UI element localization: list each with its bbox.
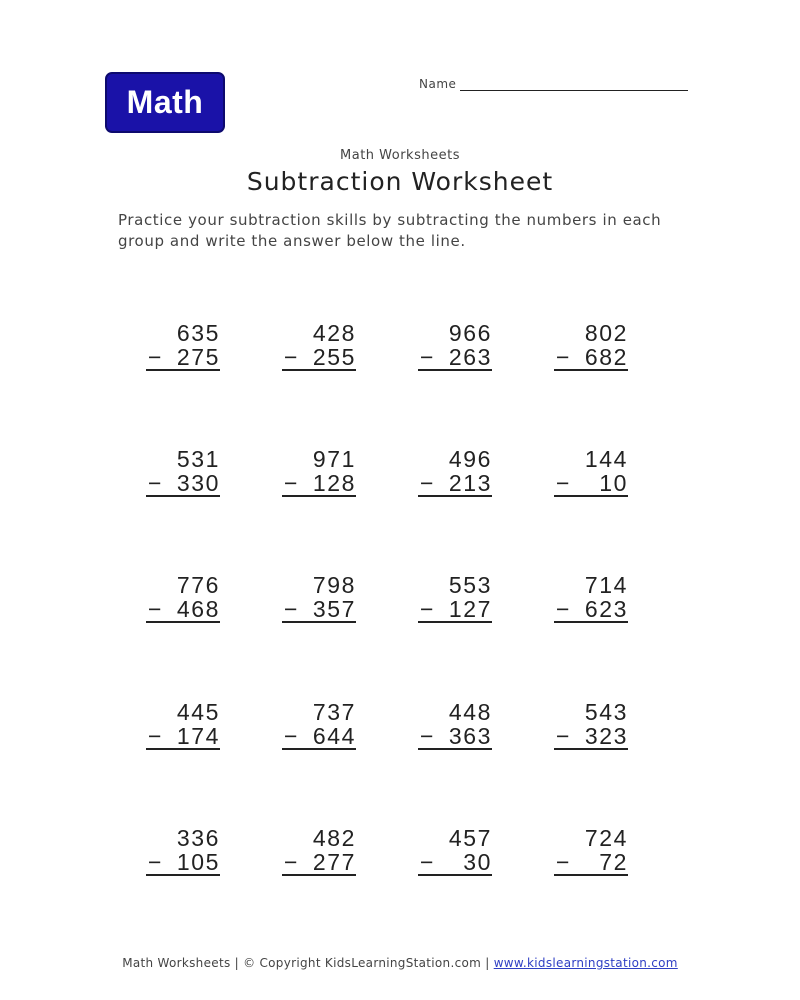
minus-sign: − xyxy=(284,470,300,496)
subtraction-problem xyxy=(554,447,628,497)
minus-sign: − xyxy=(148,723,164,749)
subtrahend: 30 xyxy=(463,849,492,875)
minus-sign: − xyxy=(420,596,436,622)
minuend: 448 xyxy=(448,699,492,725)
minus-sign: − xyxy=(556,344,572,370)
minus-sign: − xyxy=(284,849,300,875)
subtrahend-row xyxy=(282,850,356,876)
minuend: 543 xyxy=(584,699,628,725)
minus-sign: − xyxy=(420,723,436,749)
minuend: 635 xyxy=(176,320,220,346)
page-title: Subtraction Worksheet xyxy=(246,167,554,196)
subtraction-problem xyxy=(554,321,628,371)
subtrahend: 263 xyxy=(448,344,492,370)
subtraction-problem xyxy=(282,826,356,876)
subtrahend-row xyxy=(146,597,220,623)
subtrahend-row xyxy=(282,597,356,623)
subtrahend-row xyxy=(418,345,492,371)
minuend: 336 xyxy=(176,825,220,851)
subtraction-problem xyxy=(146,826,220,876)
subtrahend: 105 xyxy=(176,849,220,875)
minus-sign: − xyxy=(148,470,164,496)
footer xyxy=(0,956,800,970)
minus-sign: − xyxy=(148,344,164,370)
subtraction-problem xyxy=(282,321,356,371)
subtraction-problem xyxy=(146,573,220,623)
subtrahend: 10 xyxy=(599,470,628,496)
subtrahend-row xyxy=(554,850,628,876)
subtrahend-row xyxy=(418,597,492,623)
subtrahend: 644 xyxy=(312,723,356,749)
minus-sign: − xyxy=(556,470,572,496)
instructions: Practice your subtraction skills by subtracting the numbers in each group and write the answer below the line. xyxy=(118,211,662,250)
subtraction-problem xyxy=(418,321,492,371)
name-field xyxy=(419,76,688,91)
minus-sign: − xyxy=(284,344,300,370)
subtrahend-row xyxy=(146,471,220,497)
subtrahend: 72 xyxy=(599,849,628,875)
minus-sign: − xyxy=(420,344,436,370)
subtrahend-row xyxy=(554,471,628,497)
subtraction-problem xyxy=(554,573,628,623)
minus-sign: − xyxy=(148,596,164,622)
subtrahend: 275 xyxy=(176,344,220,370)
minuend: 971 xyxy=(312,446,356,472)
minus-sign: − xyxy=(284,723,300,749)
minus-sign: − xyxy=(556,596,572,622)
minus-sign: − xyxy=(284,596,300,622)
subtrahend: 682 xyxy=(584,344,628,370)
minuend: 553 xyxy=(448,572,492,598)
subtraction-problem xyxy=(418,447,492,497)
subtrahend: 277 xyxy=(312,849,356,875)
subtrahend-row xyxy=(418,850,492,876)
subtrahend: 127 xyxy=(448,596,492,622)
subtraction-problem xyxy=(418,700,492,750)
minuend: 798 xyxy=(312,572,356,598)
minuend: 445 xyxy=(176,699,220,725)
subtrahend-row xyxy=(554,597,628,623)
subtraction-problem xyxy=(282,447,356,497)
subtraction-problem xyxy=(554,826,628,876)
subtrahend: 468 xyxy=(176,596,220,622)
subtrahend: 255 xyxy=(312,344,356,370)
subtraction-problem xyxy=(282,700,356,750)
subtraction-problem xyxy=(146,321,220,371)
minus-sign: − xyxy=(420,849,436,875)
minuend: 737 xyxy=(312,699,356,725)
name-line[interactable] xyxy=(460,76,688,91)
subtrahend-row xyxy=(418,724,492,750)
minus-sign: − xyxy=(420,470,436,496)
minuend: 457 xyxy=(448,825,492,851)
subtrahend-row xyxy=(282,345,356,371)
subtrahend: 174 xyxy=(176,723,220,749)
subtraction-problem xyxy=(554,700,628,750)
minuend: 802 xyxy=(584,320,628,346)
worksheet-kicker: Math Worksheets xyxy=(340,148,460,163)
minuend: 966 xyxy=(448,320,492,346)
minuend: 724 xyxy=(584,825,628,851)
minus-sign: − xyxy=(556,849,572,875)
math-logo xyxy=(105,72,225,133)
subtrahend-row xyxy=(554,724,628,750)
subtrahend-row xyxy=(418,471,492,497)
subtrahend-row xyxy=(554,345,628,371)
subtraction-problem xyxy=(146,700,220,750)
footer-text: Math Worksheets | © Copyright KidsLearningStation.com | xyxy=(122,956,494,970)
subtrahend-row xyxy=(146,724,220,750)
subtraction-problem xyxy=(418,573,492,623)
subtrahend-row xyxy=(282,724,356,750)
minuend: 144 xyxy=(584,446,628,472)
subtraction-problem xyxy=(418,826,492,876)
subtrahend: 213 xyxy=(448,470,492,496)
minuend: 482 xyxy=(312,825,356,851)
name-label: Name xyxy=(419,77,457,91)
subtrahend-row xyxy=(146,850,220,876)
minus-sign: − xyxy=(148,849,164,875)
subtraction-problem xyxy=(282,573,356,623)
minuend: 714 xyxy=(584,572,628,598)
subtrahend: 623 xyxy=(584,596,628,622)
subtrahend: 330 xyxy=(176,470,220,496)
minus-sign: − xyxy=(556,723,572,749)
subtrahend: 363 xyxy=(448,723,492,749)
minuend: 496 xyxy=(448,446,492,472)
footer-link[interactable]: www.kidslearningstation.com xyxy=(493,956,678,970)
subtrahend-row xyxy=(282,471,356,497)
minuend: 531 xyxy=(176,446,220,472)
minuend: 428 xyxy=(312,320,356,346)
subtrahend: 128 xyxy=(312,470,356,496)
minuend: 776 xyxy=(176,572,220,598)
subtrahend: 357 xyxy=(312,596,356,622)
logo-text: Math xyxy=(126,84,204,120)
subtrahend-row xyxy=(146,345,220,371)
subtraction-problem xyxy=(146,447,220,497)
subtrahend: 323 xyxy=(584,723,628,749)
